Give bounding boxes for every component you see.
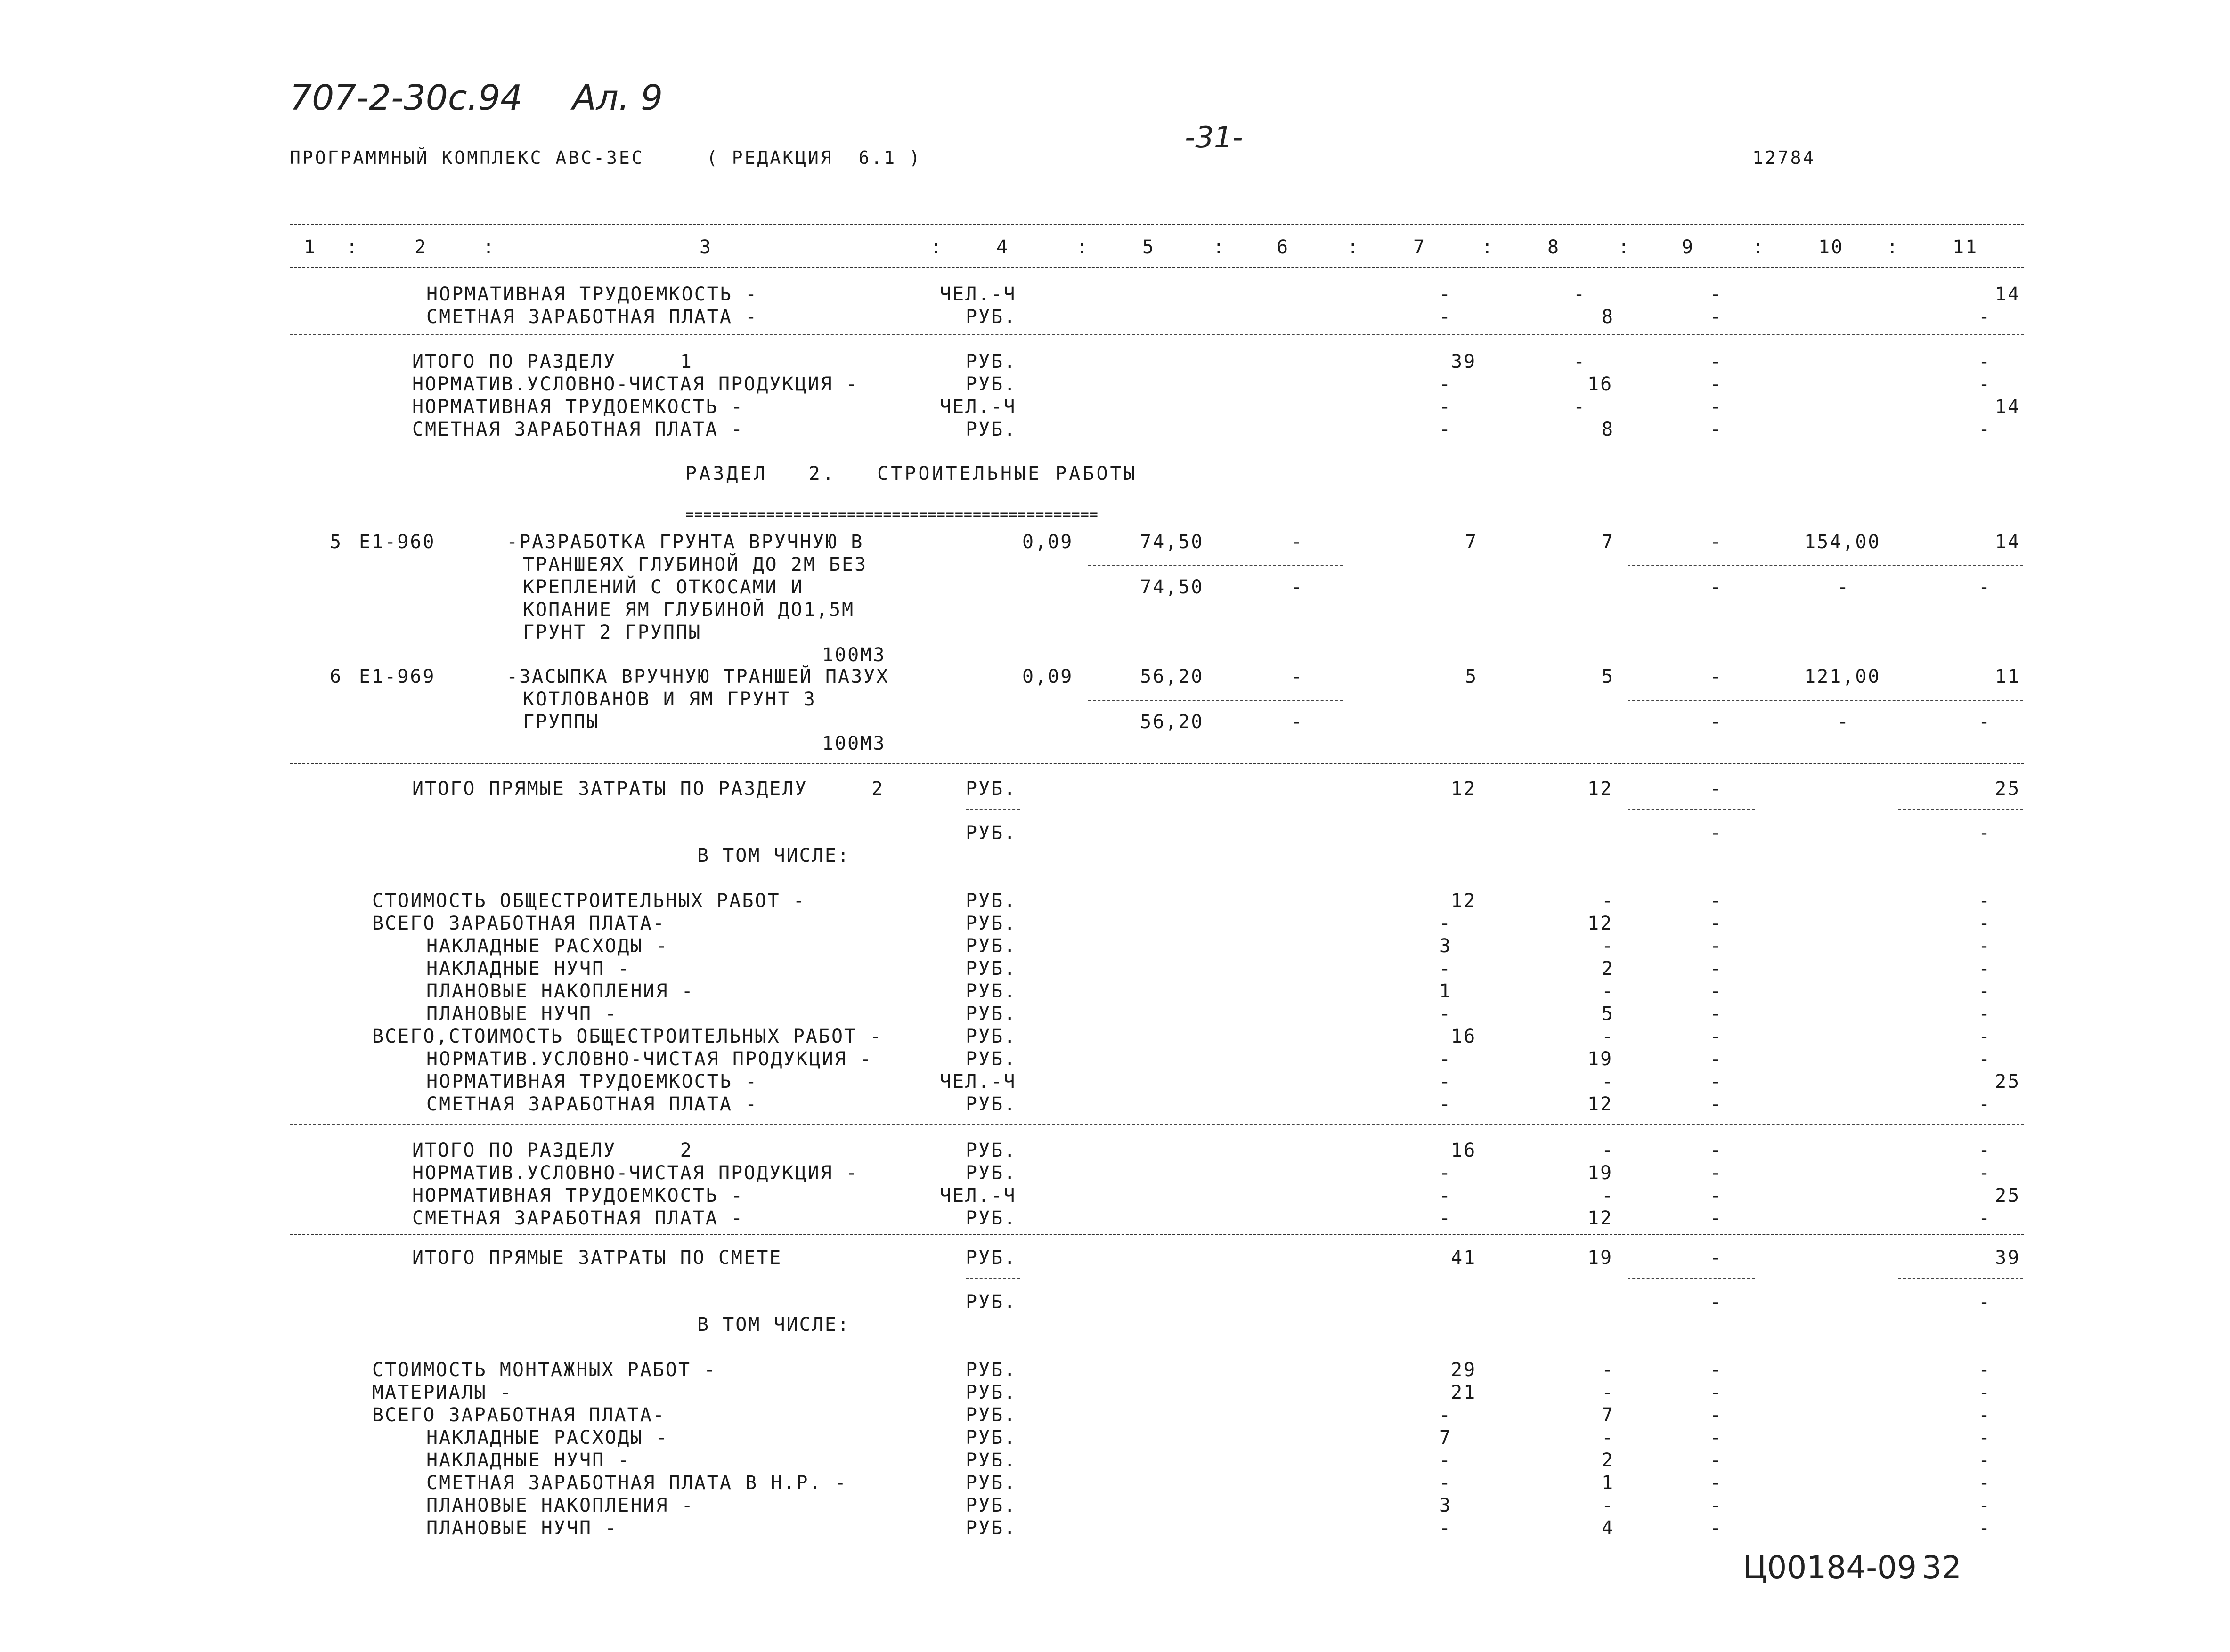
cell-unit: РУБ. <box>966 890 1017 912</box>
table-row <box>0 1207 2230 1230</box>
item-code: Е1-969 <box>359 666 436 688</box>
table-row <box>0 1003 2230 1026</box>
cell-c7: - <box>1439 1472 1452 1494</box>
cell-c11: - <box>1978 935 1992 957</box>
cell-c7: - <box>1439 1450 1452 1471</box>
cell-c7: 21 <box>1451 1382 1477 1403</box>
page-number: -31- <box>1185 120 1243 154</box>
col-10: 10 <box>1818 236 1844 258</box>
cell-c7: - <box>1439 1093 1452 1115</box>
table-row <box>0 1427 2230 1450</box>
cell-c8: - <box>1602 980 1615 1002</box>
cell-c9: - <box>1710 1359 1723 1381</box>
cell-label: ПЛАНОВЫЕ НАКОПЛЕНИЯ - <box>426 1495 694 1516</box>
cell-c7: - <box>1439 1207 1452 1229</box>
item-code: Е1-960 <box>359 531 436 553</box>
including-label: В ТОМ ЧИСЛЕ: <box>697 845 850 866</box>
cell-c11: - <box>1978 1162 1992 1184</box>
cell-c7: - <box>1439 958 1452 980</box>
table-row <box>0 1517 2230 1540</box>
estimate-item: 6 Е1-969 -ЗАСЫПКА ВРУЧНУЮ ТРАНШЕЙ ПАЗУХ 0,09 56,20 - 5 5 - 121,00 11 <box>330 666 2021 688</box>
table-row <box>0 1162 2230 1185</box>
table-row: НОРМАТИВНАЯ ТРУДОЕМКОСТЬ - ЧЕЛ.-Ч - - - 14 <box>426 283 2021 305</box>
section-title: РАЗДЕЛ 2. СТРОИТЕЛЬНЫЕ РАБОТЫ <box>685 463 1138 485</box>
table-row <box>0 935 2230 958</box>
table-row <box>0 958 2230 980</box>
cell-c11: - <box>1978 1207 1992 1229</box>
table-row: СМЕТНАЯ ЗАРАБОТНАЯ ПЛАТА - РУБ. - 8 - - <box>412 419 1992 440</box>
cell-c7: 12 <box>1451 890 1477 912</box>
table-row <box>0 913 2230 935</box>
table-row <box>0 1472 2230 1495</box>
cell-label: СТОИМОСТЬ ОБЩЕСТРОИТЕЛЬНЫХ РАБОТ - <box>372 890 806 912</box>
divider <box>290 1234 2024 1235</box>
table-row: ИТОГО ПО РАЗДЕЛУ 1 РУБ. 39 - - - <box>412 351 1992 373</box>
col-1: 1 <box>304 236 317 258</box>
cell-label: ВСЕГО ЗАРАБОТНАЯ ПЛАТА- <box>372 913 666 934</box>
cell-c11: - <box>1978 1495 1992 1516</box>
cell-c9: - <box>1710 1048 1723 1070</box>
item-number: 6 <box>330 666 343 688</box>
col-4: 4 <box>996 236 1009 258</box>
cell-label: ПЛАНОВЫЕ НУЧП - <box>426 1517 618 1539</box>
cell-unit: РУБ. <box>966 1207 1017 1229</box>
cell-c11: - <box>1978 1026 1992 1047</box>
cell-c11: - <box>1978 1427 1992 1449</box>
cell-unit: РУБ. <box>966 1472 1017 1494</box>
estimate-item: 5 Е1-960 -РАЗРАБОТКА ГРУНТА ВРУЧНУЮ В 0,09 74,50 - 7 7 - 154,00 14 <box>330 531 2021 553</box>
cell-c9: - <box>1710 958 1723 980</box>
cell-c11: - <box>1978 913 1992 934</box>
cell-unit: РУБ. <box>966 1162 1017 1184</box>
cell-label: ИТОГО ПО РАЗДЕЛУ 2 <box>412 1140 693 1161</box>
divider <box>1088 700 1343 701</box>
item-description: -РАЗРАБОТКА ГРУНТА ВРУЧНУЮ В <box>506 531 864 553</box>
cell-label: ПЛАНОВЫЕ НАКОПЛЕНИЯ - <box>426 980 694 1002</box>
cell-c8: - <box>1602 890 1615 912</box>
col-9: 9 <box>1682 236 1695 258</box>
cell-c11: 25 <box>1995 1185 2021 1207</box>
table-row <box>0 980 2230 1003</box>
cell-c11: - <box>1978 1003 1992 1025</box>
table-row <box>0 1495 2230 1517</box>
cell-c7: 7 <box>1439 1427 1452 1449</box>
table-row: НОРМАТИВ.УСЛОВНО-ЧИСТАЯ ПРОДУКЦИЯ - РУБ. - 16 - - <box>412 373 1992 395</box>
table-row <box>0 1404 2230 1427</box>
cell-c8: - <box>1602 1071 1615 1093</box>
cell-c9: - <box>1710 1162 1723 1184</box>
cell-c7: - <box>1439 913 1452 934</box>
column-header-row: 1 : 2 : 3 : 4 : 5 : 6 : 7 : 8 : 9 : 10 : 11 <box>304 236 1978 258</box>
cell-label: ВСЕГО,СТОИМОСТЬ ОБЩЕСТРОИТЕЛЬНЫХ РАБОТ - <box>372 1026 883 1047</box>
table-row: СМЕТНАЯ ЗАРАБОТНАЯ ПЛАТА - РУБ. - 8 - - <box>426 306 1992 328</box>
cell-c8: 1 <box>1602 1472 1615 1494</box>
table-row: ИТОГО ПРЯМЫЕ ЗАТРАТЫ ПО СМЕТЕ РУБ. 41 19 - 39 <box>412 1247 2021 1269</box>
cell-label: НОРМАТИВНАЯ ТРУДОЕМКОСТЬ - <box>412 1185 744 1207</box>
cell-label: СМЕТНАЯ ЗАРАБОТНАЯ ПЛАТА - <box>426 1093 758 1115</box>
header-bottom-rule <box>290 267 2024 268</box>
cell-c11: - <box>1978 958 1992 980</box>
cell-unit: РУБ. <box>966 1450 1017 1471</box>
cell-c8: 12 <box>1587 913 1613 934</box>
cell-c9: - <box>1710 1207 1723 1229</box>
document-number: 12784 <box>1752 147 1816 168</box>
cell-c9: - <box>1710 1003 1723 1025</box>
divider <box>1088 565 1343 566</box>
table-row: НОРМАТИВНАЯ ТРУДОЕМКОСТЬ - ЧЕЛ.-Ч - - - 14 <box>412 396 2021 418</box>
divider <box>290 334 2024 335</box>
cell-c8: - <box>1602 1495 1615 1516</box>
item-number: 5 <box>330 531 343 553</box>
cell-c7: 16 <box>1451 1140 1477 1161</box>
divider <box>1628 700 2023 701</box>
cell-c9: - <box>1710 1495 1723 1516</box>
divider <box>1628 565 2023 566</box>
cell-c7: 29 <box>1451 1359 1477 1381</box>
cell-c11: - <box>1978 1450 1992 1471</box>
cell-c9: - <box>1710 1427 1723 1449</box>
col-3: 3 <box>700 236 713 258</box>
cell-c8: 19 <box>1587 1048 1613 1070</box>
cell-c11: - <box>1978 1048 1992 1070</box>
table-row: ИТОГО ПРЯМЫЕ ЗАТРАТЫ ПО РАЗДЕЛУ 2 РУБ. 12 12 - 25 <box>412 778 2021 800</box>
cell-c8: 12 <box>1587 1093 1613 1115</box>
cell-label: МАТЕРИАЛЫ - <box>372 1382 513 1403</box>
table-row <box>0 1048 2230 1071</box>
cell-unit: РУБ. <box>966 1026 1017 1047</box>
cell-unit: РУБ. <box>966 980 1017 1002</box>
table-row <box>0 1071 2230 1093</box>
sheet-label-handwritten: Ал. 9 <box>572 78 663 118</box>
cell-label: СМЕТНАЯ ЗАРАБОТНАЯ ПЛАТА В Н.Р. - <box>426 1472 847 1494</box>
cell-c7: - <box>1439 1185 1452 1207</box>
cell-c8: - <box>1602 1140 1615 1161</box>
cell-c9: - <box>1710 913 1723 934</box>
program-edition: ( РЕДАКЦИЯ 6.1 ) <box>707 147 922 168</box>
cell-c8: - <box>1602 1026 1615 1047</box>
cell-c11: - <box>1978 890 1992 912</box>
cell-c7: - <box>1439 1048 1452 1070</box>
table-top-rule <box>290 224 2024 225</box>
cell-c11: - <box>1978 980 1992 1002</box>
table-row <box>0 1450 2230 1472</box>
cell-c9: - <box>1710 1472 1723 1494</box>
cell-c9: - <box>1710 890 1723 912</box>
cell-unit: РУБ. <box>966 1404 1017 1426</box>
table-row <box>0 890 2230 913</box>
cell-label: НОРМАТИВНАЯ ТРУДОЕМКОСТЬ - <box>426 1071 758 1093</box>
cell-c9: - <box>1710 1093 1723 1115</box>
item-description: -ЗАСЫПКА ВРУЧНУЮ ТРАНШЕЙ ПАЗУХ <box>506 666 889 688</box>
cell-c9: - <box>1710 1185 1723 1207</box>
cell-c11: - <box>1978 1404 1992 1426</box>
cell-unit: ЧЕЛ.-Ч <box>940 1071 1017 1093</box>
cell-c9: - <box>1710 980 1723 1002</box>
cell-c7: - <box>1439 1162 1452 1184</box>
cell-c9: - <box>1710 1140 1723 1161</box>
cell-c7: 1 <box>1439 980 1452 1002</box>
cell-c11: 25 <box>1995 1071 2021 1093</box>
cell-unit: РУБ. <box>966 1517 1017 1539</box>
col-2: 2 <box>415 236 428 258</box>
cell-unit: РУБ. <box>966 1048 1017 1070</box>
cell-c7: - <box>1439 1404 1452 1426</box>
cell-label: СМЕТНАЯ ЗАРАБОТНАЯ ПЛАТА - <box>412 1207 744 1229</box>
cell-c9: - <box>1710 1517 1723 1539</box>
cell-label: ВСЕГО ЗАРАБОТНАЯ ПЛАТА- <box>372 1404 666 1426</box>
cell-c8: - <box>1602 1359 1615 1381</box>
program-name: ПРОГРАММНЫЙ КОМПЛЕКС АВС-3ЕС <box>290 147 644 168</box>
divider <box>290 763 2024 764</box>
cell-label: ПЛАНОВЫЕ НУЧП - <box>426 1003 618 1025</box>
table-row <box>0 1382 2230 1404</box>
cell-c11: - <box>1978 1140 1992 1161</box>
cell-c8: 5 <box>1602 1003 1615 1025</box>
col-8: 8 <box>1547 236 1561 258</box>
cell-c8: 7 <box>1602 1404 1615 1426</box>
cell-c11: - <box>1978 1093 1992 1115</box>
cell-c7: 16 <box>1451 1026 1477 1047</box>
section-title-underline: ============================================== <box>685 506 1099 523</box>
cell-label: НАКЛАДНЫЕ РАСХОДЫ - <box>426 1427 669 1449</box>
cell-unit: РУБ. <box>966 913 1017 934</box>
cell-unit: ЧЕЛ.-Ч <box>940 1185 1017 1207</box>
divider <box>290 1124 2024 1125</box>
table-row <box>0 1093 2230 1116</box>
cell-c8: 12 <box>1587 1207 1613 1229</box>
cell-c9: - <box>1710 1071 1723 1093</box>
cell-c8: 2 <box>1602 1450 1615 1471</box>
cell-unit: РУБ. <box>966 1359 1017 1381</box>
cell-c9: - <box>1710 1404 1723 1426</box>
table-row <box>0 1140 2230 1162</box>
cell-c9: - <box>1710 1450 1723 1471</box>
cell-c8: 4 <box>1602 1517 1615 1539</box>
cell-c9: - <box>1710 935 1723 957</box>
cell-unit: РУБ. <box>966 1427 1017 1449</box>
cell-unit: РУБ. <box>966 1003 1017 1025</box>
cell-c11: - <box>1978 1382 1992 1403</box>
cell-label: СТОИМОСТЬ МОНТАЖНЫХ РАБОТ - <box>372 1359 717 1381</box>
cell-unit: РУБ. <box>966 1495 1017 1516</box>
cell-c11: - <box>1978 1517 1992 1539</box>
cell-label: НОРМАТИВ.УСЛОВНО-ЧИСТАЯ ПРОДУКЦИЯ - <box>412 1162 859 1184</box>
cell-c8: - <box>1602 1427 1615 1449</box>
cell-label: НАКЛАДНЫЕ НУЧП - <box>426 1450 631 1471</box>
cell-c8: 2 <box>1602 958 1615 980</box>
col-7: 7 <box>1413 236 1426 258</box>
cell-c8: - <box>1602 1185 1615 1207</box>
cell-c9: - <box>1710 1382 1723 1403</box>
cell-c7: 3 <box>1439 935 1452 957</box>
table-row <box>0 1026 2230 1048</box>
col-5: 5 <box>1142 236 1156 258</box>
including-label: В ТОМ ЧИСЛЕ: <box>697 1314 850 1336</box>
archive-code-handwritten: Ц00184-09 <box>1743 1549 1917 1586</box>
cell-label: НОРМАТИВ.УСЛОВНО-ЧИСТАЯ ПРОДУКЦИЯ - <box>426 1048 873 1070</box>
col-6: 6 <box>1277 236 1290 258</box>
sheet-number-handwritten: 32 <box>1922 1549 1961 1586</box>
cell-c7: - <box>1439 1517 1452 1539</box>
cell-c11: - <box>1978 1472 1992 1494</box>
table-row <box>0 1359 2230 1382</box>
table-row <box>0 1185 2230 1207</box>
cell-c11: - <box>1978 1359 1992 1381</box>
cell-c7: - <box>1439 1071 1452 1093</box>
cell-c8: - <box>1602 1382 1615 1403</box>
cell-label: НАКЛАДНЫЕ НУЧП - <box>426 958 631 980</box>
cell-unit: РУБ. <box>966 1140 1017 1161</box>
cell-unit: РУБ. <box>966 958 1017 980</box>
cell-c9: - <box>1710 1026 1723 1047</box>
cell-unit: РУБ. <box>966 935 1017 957</box>
document-code-handwritten: 707-2-30с.94 <box>290 78 523 118</box>
cell-c7: 3 <box>1439 1495 1452 1516</box>
cell-unit: РУБ. <box>966 1093 1017 1115</box>
cell-unit: РУБ. <box>966 1382 1017 1403</box>
cell-c7: - <box>1439 1003 1452 1025</box>
cell-c8: - <box>1602 935 1615 957</box>
col-11: 11 <box>1953 236 1978 258</box>
cell-c8: 19 <box>1587 1162 1613 1184</box>
cell-label: НАКЛАДНЫЕ РАСХОДЫ - <box>426 935 669 957</box>
